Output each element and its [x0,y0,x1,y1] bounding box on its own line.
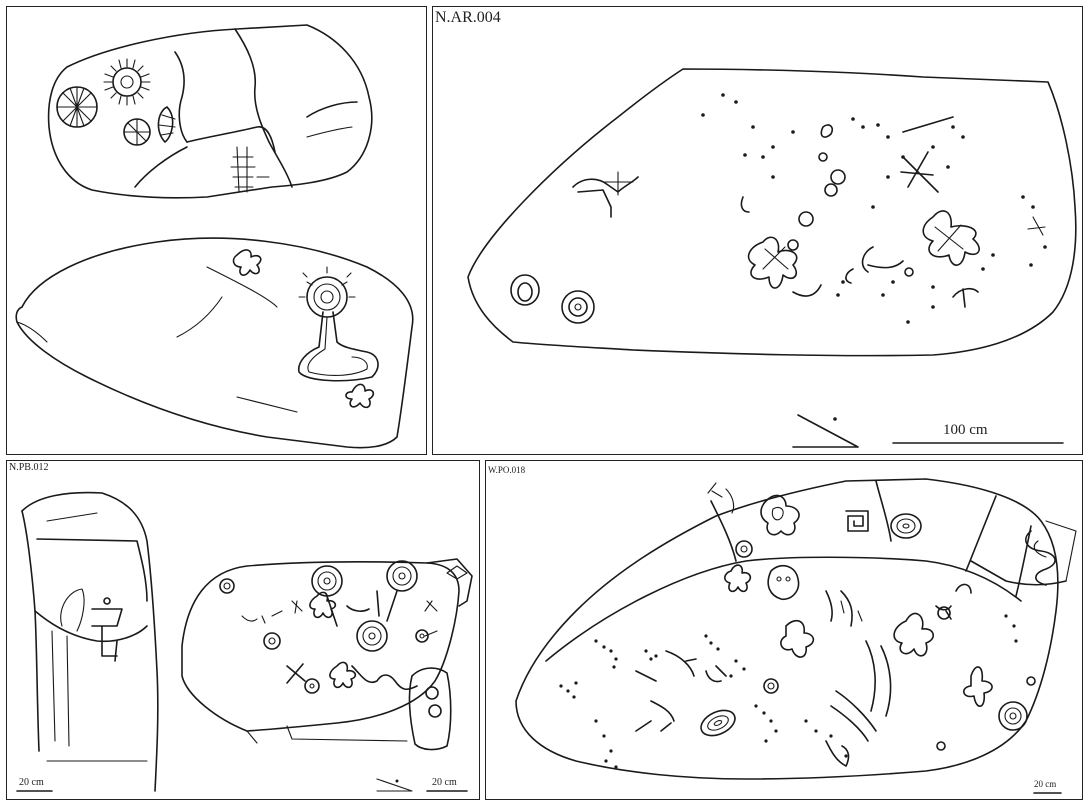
square-spiral-motif [846,511,868,531]
anthropomorph-motif [92,598,122,661]
spiral-motif-1 [891,514,921,538]
dot-pattern [559,614,1017,768]
spiral-motif-3 [999,702,1027,730]
spiral-motif-2 [562,291,594,323]
flower-motif-1 [761,496,799,535]
north-arrow [793,415,858,447]
sun-motif-2 [104,59,150,105]
cross-motif-large-2 [923,211,979,265]
sun-on-path-motif [299,267,378,381]
cross-motif-2 [346,384,373,407]
scale-label-right: 20 cm [432,777,457,788]
circle-chain-motif [788,125,845,250]
scale-label: 100 cm [943,422,988,438]
panel-top-left [6,6,427,455]
spiral-motif-2 [736,541,752,557]
face-motif [768,566,798,600]
cross-motif-1 [234,250,261,275]
panel-bottom-right [485,460,1083,800]
rock-drawing-top-right [433,7,1084,456]
panel-bottom-left [6,460,480,800]
scale-label-left: 20 cm [19,777,44,788]
sun-motif-4 [158,107,175,142]
spiral-motif-8 [426,687,441,717]
spiral-motif-1 [511,275,539,305]
rock-drawing-bottom-right [486,461,1084,801]
spiral-motif-7 [305,679,319,693]
spiral-motif-3 [387,561,417,621]
panel-label: W.PO.018 [488,465,526,475]
hook-motif [573,172,638,217]
cross-motif-3 [287,664,305,683]
cross-motif-3 [781,621,814,657]
cross-motif-small [901,152,938,192]
north-arrow [377,779,412,791]
wavy-line [352,666,417,689]
panel-label: N.AR.004 [435,9,501,26]
flower-motif-2 [725,565,751,591]
oval-spiral-motif [697,705,739,740]
panel-label: N.PB.012 [9,462,49,473]
scale-label: 20 cm [1034,779,1057,789]
sun-motif-1 [57,87,97,127]
panel-top-right [432,6,1083,455]
rock-drawing-top-left [7,7,428,456]
spiral-motif-5 [264,633,280,649]
sun-motif-3 [124,119,150,145]
spiral-motif-4 [357,621,387,651]
rock-drawing-bottom-left [7,461,481,801]
spiral-motif-1 [220,579,234,593]
cross-motif-1 [894,613,933,655]
cross-motif-large-1 [749,237,797,288]
spiral-motif-4 [764,679,778,693]
cross-motif-2 [964,667,992,706]
ladder-motif [231,147,269,192]
dot-pattern [701,93,1047,324]
